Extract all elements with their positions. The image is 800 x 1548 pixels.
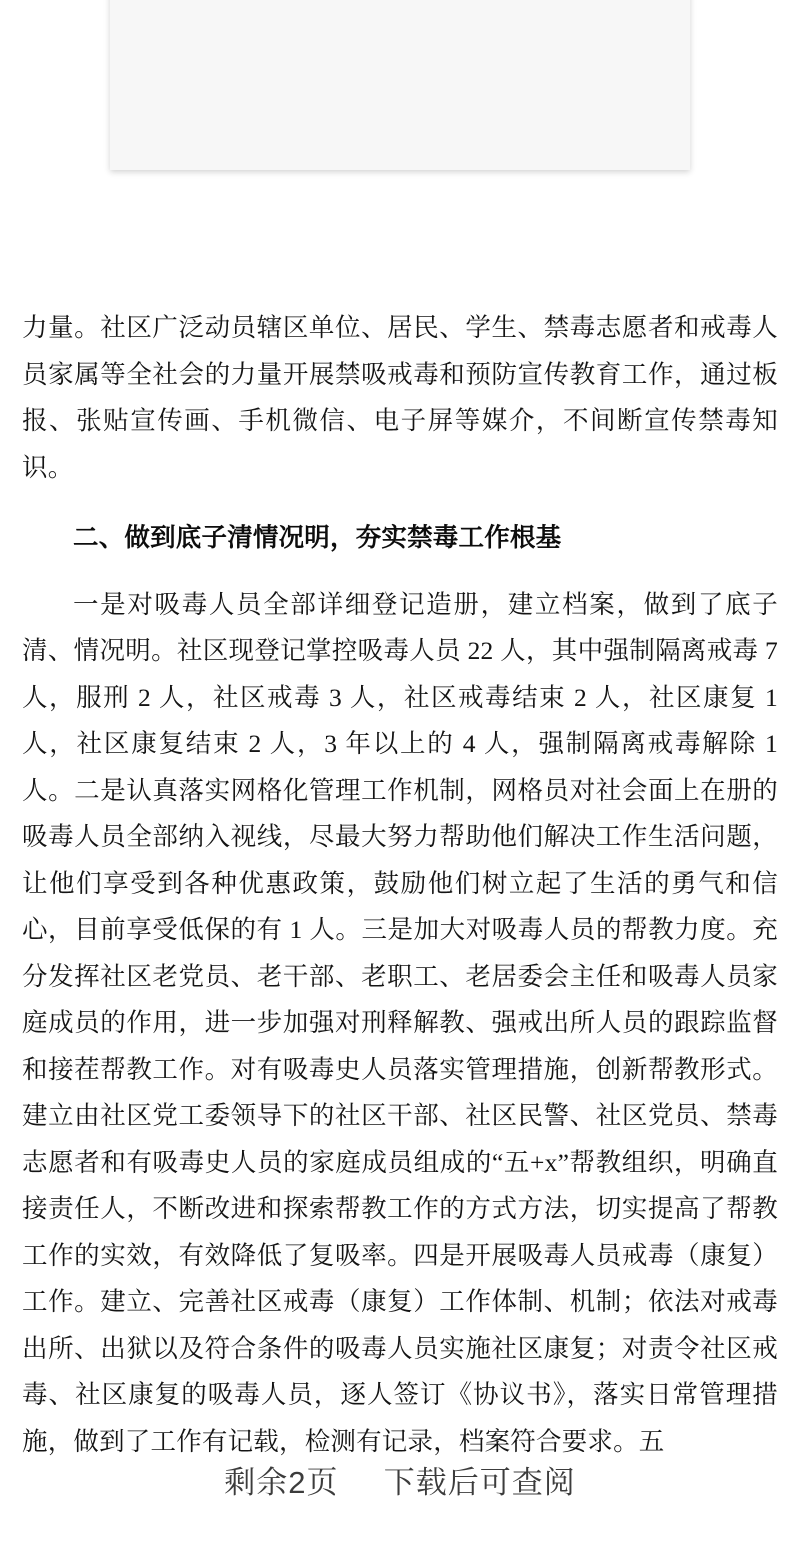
- download-hint-label: 下载后可查阅: [383, 1465, 576, 1500]
- document-content: [0, 305, 800, 1469]
- document-preview-card: [110, 0, 690, 170]
- paragraph: 一是对吸毒人员全部详细登记造册，建立档案，做到了底子清、情况明。社区现登记掌控吸毒人员 22 人，其中强制隔离戒毒 7 人，服刑 2 人，社区戒毒 3 人，社区戒毒结束 2 人，社区康复 1 人，社区康复结束 2 人，3 年以上的 4 人，强制隔离戒毒解除 1 人。二是认真落实网格化管理工作机制，网格员对社会面上在册的吸毒人员全部纳入视线，尽最大努力帮助他们解决工作生活问题，让他们享受到各种优惠政策，鼓励他们树立起了生活的勇气和信心，目前享受低保的有 1 人。三是加大对吸毒人员的帮教力度。充分发挥社区老党员、老干部、老职工、老居委会主任和吸毒人员家庭成员的作用，进一步加强对刑释解教、强戒出所人员的跟踪监督和接茬帮教工作。对有吸毒史人员落实管理措施，创新帮教形式。建立由社区党工委领导下的社区干部、社区民警、社区党员、禁毒志愿者和有吸毒史人员的家庭成员组成的“五+x”帮教组织，明确直接责任人，不断改进和探索帮教工作的方式方法，切实提高了帮教工作的实效，有效降低了复吸率。四是开展吸毒人员戒毒（康复）工作。建立、完善社区戒毒（康复）工作体制、机制；依法对戒毒出所、出狱以及符合条件的吸毒人员实施社区康复；对责令社区戒毒、社区康复的吸毒人员，逐人签订《协议书》，落实日常管理措施，做到了工作有记载，检测有记录，档案符合要求。五: [22, 589, 778, 1456]
- paragraph: 力量。社区广泛动员辖区单位、居民、学生、禁毒志愿者和戒毒人员家属等全社会的力量开展禁吸戒毒和预防宣传教育工作，通过板报、张贴宣传画、手机微信、电子屏等媒介，不间断宣传禁毒知识。: [22, 313, 778, 482]
- remaining-pages-label: 剩余2页: [224, 1465, 339, 1500]
- section-heading: 二、做到底子清情况明，夯实禁毒工作根基: [73, 523, 562, 552]
- download-notice: [0, 1457, 800, 1502]
- preview-blank-area: [148, 0, 652, 104]
